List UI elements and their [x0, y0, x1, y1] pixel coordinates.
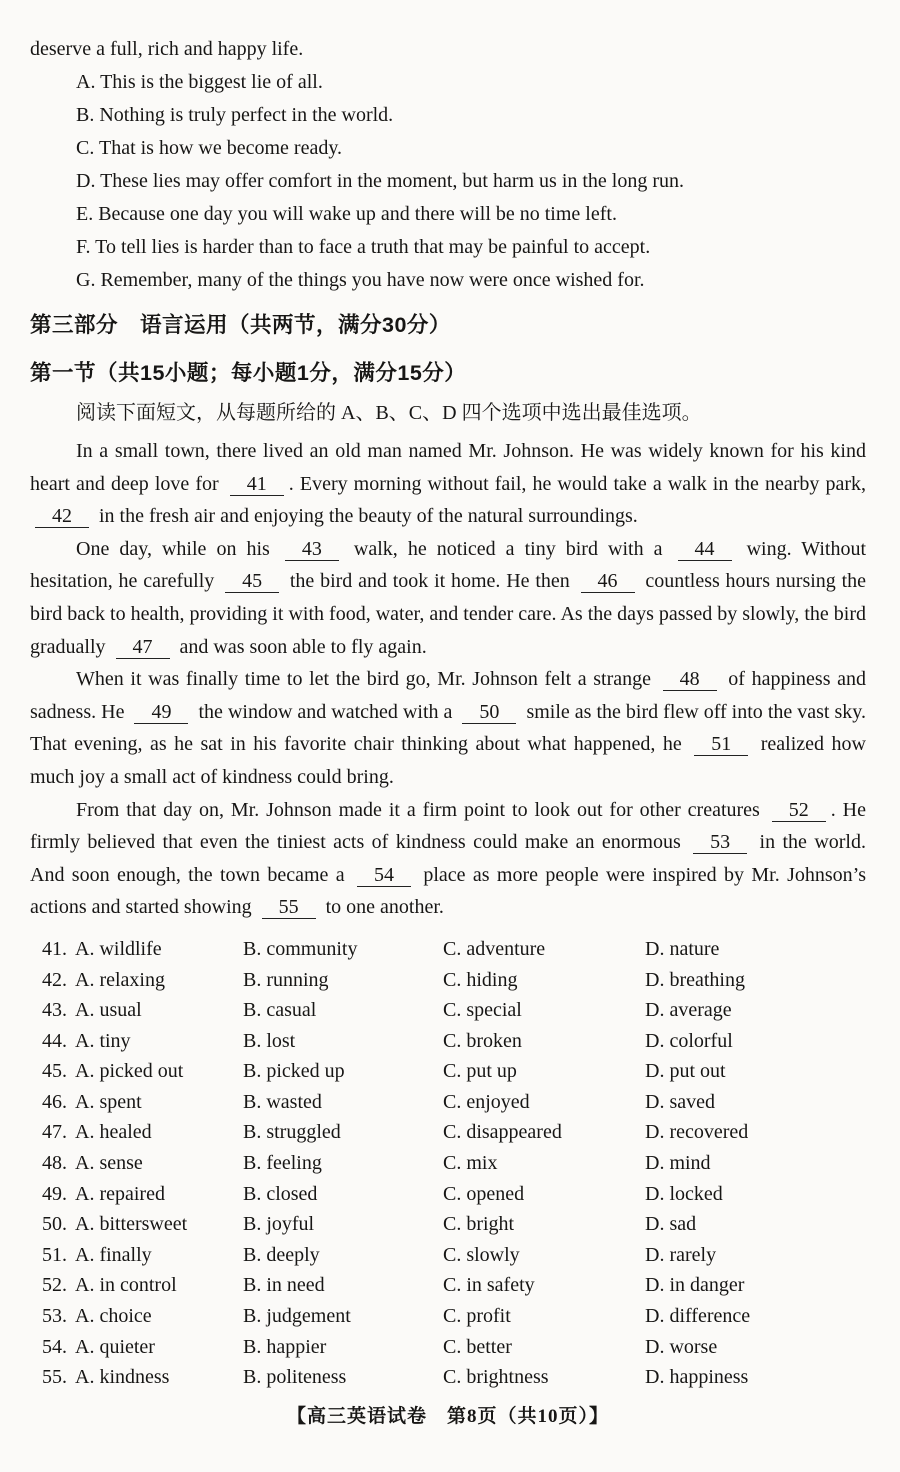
option-d: D. rarely — [645, 1243, 717, 1266]
passage-text: One day, while on his — [76, 537, 280, 560]
cloze-blank: 47 — [116, 636, 170, 659]
option-c: C. enjoyed — [443, 1090, 530, 1113]
passage-text: realized how much joy a small act of kindness could bring. — [30, 733, 866, 788]
cloze-blank: 48 — [663, 668, 717, 691]
option-d: D. mind — [645, 1152, 711, 1175]
passage-text: From that day on, Mr. Johnson made it a firm point to look out for other creatures — [76, 798, 767, 821]
option-a: A. picked out — [75, 1060, 184, 1083]
option-cell-a — [42, 965, 243, 996]
option-d: D. saved — [645, 1090, 715, 1113]
gap-fill-choice: C. That is how we become ready. — [76, 137, 343, 159]
option-a: A. choice — [75, 1305, 152, 1328]
option-row — [42, 1056, 866, 1087]
option-d: D. breathing — [645, 968, 745, 991]
passage-paragraph — [30, 533, 866, 663]
question-number: 42. — [42, 968, 67, 991]
gap-fill-choice: B. Nothing is truly perfect in the world. — [76, 104, 394, 126]
question-number: 52. — [42, 1274, 67, 1297]
option-row — [42, 1362, 866, 1393]
option-d: D. put out — [645, 1060, 726, 1083]
option-row — [42, 934, 866, 965]
option-a: A. repaired — [75, 1182, 165, 1205]
option-cell-a — [42, 934, 243, 965]
option-c: C. disappeared — [443, 1121, 562, 1144]
option-d: D. nature — [645, 937, 720, 960]
option-c: C. brightness — [443, 1366, 549, 1389]
gap-fill-choices — [30, 66, 866, 297]
passage-text: walk, he noticed a tiny bird with a — [343, 537, 673, 560]
option-c: C. mix — [443, 1152, 498, 1175]
option-a: A. relaxing — [75, 968, 165, 991]
option-row — [42, 1209, 866, 1240]
cloze-blank: 52 — [772, 799, 826, 822]
passage-text: wing. Without hesitation, he carefully — [30, 537, 866, 593]
passage-text: countless hours nursing the bird back to health, providing it with food, water, and tender care. As the days passed by slowly, the bird gradually — [30, 570, 867, 658]
question-number: 44. — [42, 1029, 67, 1052]
question-number: 49. — [42, 1182, 67, 1205]
cloze-blank: 41 — [230, 473, 284, 496]
gap-fill-choice: E. Because one day you will wake up and there will be no time left. — [76, 203, 617, 225]
question-number: 46. — [42, 1090, 67, 1113]
option-cell-a — [42, 1332, 243, 1363]
passage-text: smile as the bird flew off into the vast sky. That evening, as he sat in his favorite chair thinking about what happened, he — [30, 700, 866, 756]
passage-paragraph — [30, 435, 866, 533]
option-cell-a — [42, 1301, 243, 1332]
gap-fill-choice: A. This is the biggest lie of all. — [76, 71, 323, 93]
option-row — [42, 1117, 866, 1148]
option-row — [42, 965, 866, 996]
option-b: B. feeling — [243, 1152, 322, 1175]
option-row — [42, 1270, 866, 1301]
option-b: B. picked up — [243, 1060, 345, 1083]
option-b: B. happier — [243, 1335, 327, 1358]
option-row — [42, 1332, 866, 1363]
cloze-blank: 50 — [462, 701, 516, 724]
option-c: C. better — [443, 1335, 512, 1358]
gap-fill-choice: G. Remember, many of the things you have now were once wished for. — [76, 269, 645, 291]
option-d: D. colorful — [645, 1029, 733, 1052]
option-cell-a — [42, 1087, 243, 1118]
cloze-blank: 44 — [678, 538, 732, 561]
gap-fill-choice: D. These lies may offer comfort in the moment, but harm us in the long run. — [76, 170, 685, 192]
question-number: 53. — [42, 1305, 67, 1328]
cloze-blank: 46 — [581, 570, 635, 593]
cloze-blank: 43 — [285, 538, 339, 561]
question-number: 47. — [42, 1121, 67, 1144]
option-c: C. special — [443, 999, 522, 1022]
option-d: D. sad — [645, 1213, 697, 1236]
option-b: B. wasted — [243, 1090, 322, 1113]
option-b: B. closed — [243, 1182, 318, 1205]
option-b: B. struggled — [243, 1121, 341, 1144]
option-b: B. deeply — [243, 1243, 320, 1266]
option-c: C. hiding — [443, 968, 518, 991]
option-cell-a — [42, 1179, 243, 1210]
passage-text: and was soon able to fly again. — [174, 635, 427, 658]
question-number: 51. — [42, 1243, 67, 1266]
option-c: C. adventure — [443, 937, 546, 960]
option-a: A. in control — [75, 1274, 177, 1297]
passage-paragraph — [30, 663, 866, 793]
cloze-blank: 54 — [357, 864, 411, 887]
option-c: C. profit — [443, 1305, 511, 1328]
option-b: B. lost — [243, 1029, 296, 1052]
option-d: D. worse — [645, 1335, 718, 1358]
cloze-blank: 53 — [693, 831, 747, 854]
passage-text: the window and watched with a — [193, 700, 458, 723]
section-one-header: 第一节（共15小题；每小题1分，满分15分） — [30, 361, 467, 385]
passage-text: to one another. — [320, 896, 444, 919]
cloze-blank: 49 — [134, 701, 188, 724]
option-cell-a — [42, 1209, 243, 1240]
cloze-options-table — [42, 934, 866, 1393]
option-a: A. finally — [75, 1243, 152, 1266]
question-number: 41. — [42, 937, 67, 960]
option-cell-a — [42, 1362, 243, 1393]
option-b: B. casual — [243, 999, 317, 1022]
passage-text: the bird and took it home. He then — [284, 570, 576, 593]
option-row — [42, 995, 866, 1026]
option-a: A. spent — [75, 1090, 142, 1113]
option-cell-a — [42, 1117, 243, 1148]
option-b: B. politeness — [243, 1366, 347, 1389]
option-cell-a — [42, 1270, 243, 1301]
option-a: A. sense — [75, 1152, 143, 1175]
previous-page-text-fragment: deserve a full, rich and happy life. — [30, 38, 304, 60]
option-b: B. joyful — [243, 1213, 315, 1236]
option-d: D. happiness — [645, 1366, 749, 1389]
option-a: A. tiny — [75, 1029, 131, 1052]
option-row — [42, 1087, 866, 1118]
option-row — [42, 1148, 866, 1179]
passage-text: in the world. And soon enough, the town became a — [30, 831, 866, 886]
option-a: A. quieter — [75, 1335, 155, 1358]
question-number: 45. — [42, 1060, 67, 1083]
passage-text: When it was finally time to let the bird go, Mr. Johnson felt a strange — [76, 668, 658, 691]
option-b: B. running — [243, 968, 329, 991]
option-a: A. bittersweet — [75, 1213, 188, 1236]
passage-text: . Every morning without fail, he would take a walk in the nearby park, — [288, 472, 866, 495]
passage-text: In a small town, there lived an old man named Mr. Johnson. He was widely known for his kind heart and deep love for — [30, 440, 866, 495]
option-d: D. in danger — [645, 1274, 745, 1297]
cloze-blank: 45 — [225, 570, 279, 593]
option-b: B. in need — [243, 1274, 325, 1297]
option-row — [42, 1026, 866, 1057]
option-c: C. slowly — [443, 1243, 520, 1266]
option-c: C. bright — [443, 1213, 515, 1236]
option-a: A. usual — [75, 999, 142, 1022]
option-cell-a — [42, 995, 243, 1026]
passage-text: in the fresh air and enjoying the beauty of the natural surroundings. — [94, 505, 638, 528]
passage-text: place as more people were inspired by Mr. Johnson’s actions and started showing — [30, 863, 866, 919]
option-cell-a — [42, 1056, 243, 1087]
option-row — [42, 1240, 866, 1271]
option-b: B. judgement — [243, 1305, 351, 1328]
option-a: A. kindness — [75, 1366, 170, 1389]
option-c: C. in safety — [443, 1274, 535, 1297]
question-number: 48. — [42, 1152, 67, 1175]
option-cell-a — [42, 1148, 243, 1179]
option-d: D. locked — [645, 1182, 723, 1205]
passage-text: . He firmly believed that even the tiniest acts of kindness could make an enormous — [30, 798, 866, 854]
cloze-passage — [30, 435, 866, 924]
question-number: 50. — [42, 1213, 67, 1236]
option-d: D. difference — [645, 1305, 751, 1328]
question-number: 55. — [42, 1366, 67, 1389]
option-cell-a — [42, 1026, 243, 1057]
option-row — [42, 1301, 866, 1332]
option-b: B. community — [243, 937, 358, 960]
option-cell-a — [42, 1240, 243, 1271]
option-d: D. recovered — [645, 1121, 749, 1144]
gap-fill-choice: F. To tell lies is harder than to face a truth that may be painful to accept. — [76, 236, 651, 258]
option-a: A. wildlife — [75, 937, 162, 960]
passage-paragraph — [30, 794, 866, 924]
option-c: C. opened — [443, 1182, 525, 1205]
cloze-instructions: 阅读下面短文，从每题所给的 A、B、C、D 四个选项中选出最佳选项。 — [76, 402, 702, 424]
option-row — [42, 1179, 866, 1210]
question-number: 43. — [42, 999, 67, 1022]
cloze-blank: 42 — [35, 505, 89, 528]
option-c: C. put up — [443, 1060, 517, 1083]
cloze-blank: 55 — [262, 896, 316, 919]
section-three-header: 第三部分 语言运用（共两节，满分30分） — [30, 313, 451, 337]
cloze-blank: 51 — [694, 733, 748, 756]
passage-text: of happiness and sadness. He — [30, 668, 866, 723]
option-d: D. average — [645, 999, 732, 1022]
page-footer: 【高三英语试卷 第8页（共10页）】 — [286, 1405, 609, 1427]
option-a: A. healed — [75, 1121, 152, 1144]
question-number: 54. — [42, 1335, 67, 1358]
option-c: C. broken — [443, 1029, 522, 1052]
